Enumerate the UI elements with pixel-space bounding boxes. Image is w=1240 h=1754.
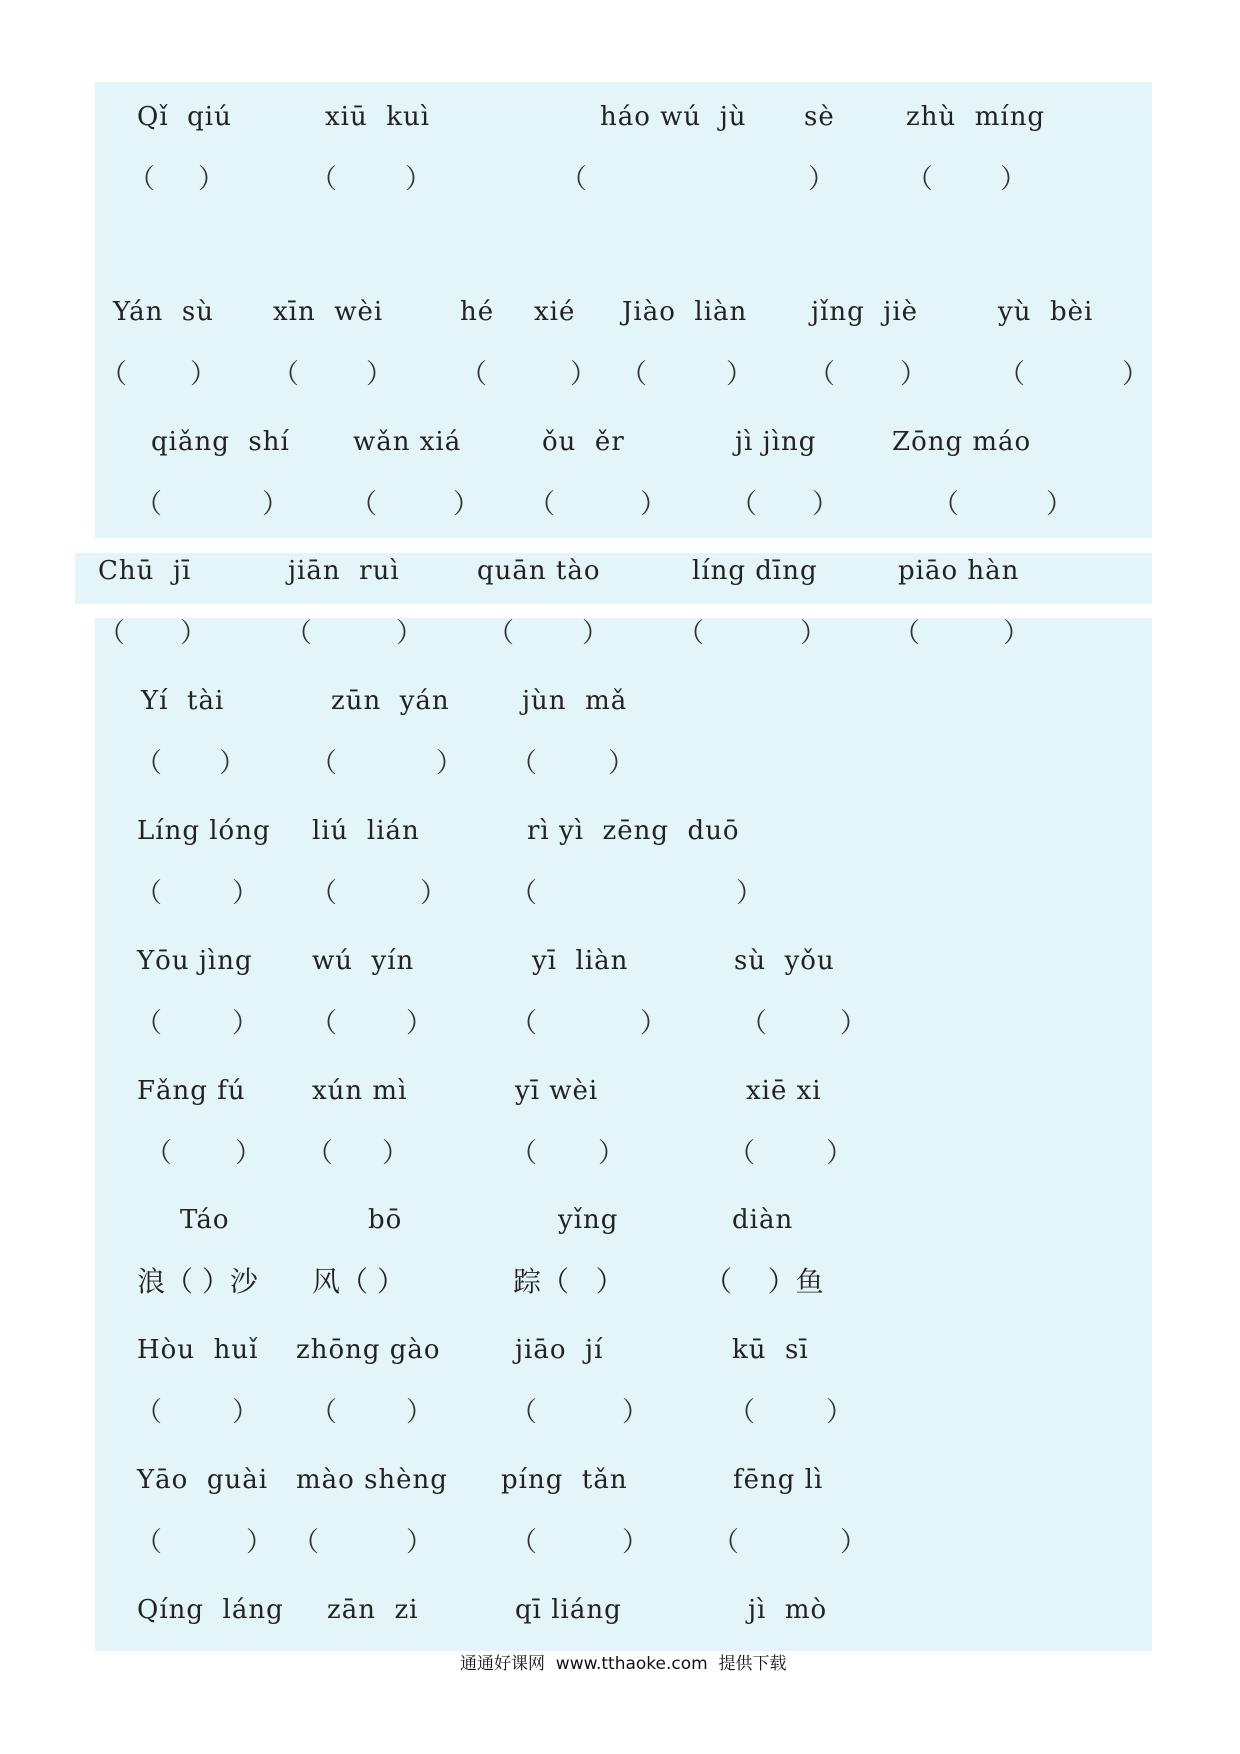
answer-blank-open: （ <box>272 359 299 390</box>
pinyin-item: piāo hàn <box>898 556 1020 586</box>
answer-blank-open: （ <box>510 1138 537 1169</box>
answer-blank-open: （ <box>677 618 704 649</box>
answer-blank-close: ） <box>180 618 207 649</box>
answer-blank-open: （ <box>100 359 127 390</box>
pinyin-item: liú lián <box>312 816 420 846</box>
answer-blank-open: （ <box>893 618 920 649</box>
answer-blank-open: （ <box>998 359 1025 390</box>
answer-blank-close: ） <box>262 489 289 520</box>
answer-blank-close: ） <box>453 489 480 520</box>
answer-blank-close: ） <box>235 1138 262 1169</box>
answer-blank-open: （ <box>135 878 162 909</box>
pinyin-item: xiū kuì <box>325 102 431 132</box>
answer-blank-close: ） <box>640 489 667 520</box>
answer-blank-close: ） <box>232 878 259 909</box>
answer-blank-open: （ <box>510 1008 537 1039</box>
answer-blank-open: （ <box>310 878 337 909</box>
pinyin-item: yǐng <box>558 1205 619 1235</box>
answer-blank-close: ） <box>570 359 597 390</box>
pinyin-item: Yōu jìng <box>137 946 253 976</box>
answer-blank-open: （ <box>310 1008 337 1039</box>
answer-blank-close: ） <box>406 1527 433 1558</box>
pinyin-item: jì jìng <box>735 427 817 457</box>
character-fill-item: （ ）鱼 <box>704 1265 824 1298</box>
pinyin-item: Jiào liàn <box>622 297 748 327</box>
answer-blank-close: ） <box>246 1527 273 1558</box>
answer-blank-close: ） <box>406 1397 433 1428</box>
pinyin-item: xié <box>534 297 576 327</box>
answer-blank-close: ） <box>366 359 393 390</box>
pinyin-item: jiān ruì <box>288 556 400 586</box>
answer-blank-open: （ <box>135 748 162 779</box>
answer-blank-close: ） <box>405 164 432 195</box>
answer-blank-open: （ <box>306 1138 333 1169</box>
character-fill-item: 浪（ ）沙 <box>137 1265 258 1298</box>
pinyin-item: wǎn xiá <box>353 427 462 457</box>
pinyin-item: kū sī <box>732 1335 809 1365</box>
pinyin-item: píng tǎn <box>501 1465 628 1495</box>
pinyin-item: Hòu huǐ <box>137 1335 259 1365</box>
pinyin-item: sù yǒu <box>734 946 835 976</box>
pinyin-item: qī liáng <box>515 1595 622 1625</box>
answer-blank-close: ） <box>406 1008 433 1039</box>
answer-blank-close: ） <box>420 878 447 909</box>
answer-blank-open: （ <box>510 748 537 779</box>
answer-blank-open: （ <box>135 1397 162 1428</box>
answer-blank-open: （ <box>730 489 757 520</box>
answer-blank-close: ） <box>622 1397 649 1428</box>
pinyin-item: Chū jī <box>98 556 192 586</box>
pinyin-item: líng dīng <box>692 556 818 586</box>
pinyin-item: yī wèi <box>515 1076 599 1106</box>
answer-blank-open: （ <box>135 489 162 520</box>
answer-blank-open: （ <box>728 1397 755 1428</box>
answer-blank-open: （ <box>712 1527 739 1558</box>
pinyin-item: xún mì <box>312 1076 408 1106</box>
character-fill-item: 风（ ） <box>312 1265 405 1298</box>
pinyin-item: rì yì zēng duō <box>527 816 740 846</box>
answer-blank-close: ） <box>608 748 635 779</box>
pinyin-item: ǒu ěr <box>542 427 625 457</box>
answer-blank-open: （ <box>145 1138 172 1169</box>
answer-blank-close: ） <box>232 1397 259 1428</box>
pinyin-item: xiē xi <box>746 1076 822 1106</box>
answer-blank-close: ） <box>1046 489 1073 520</box>
answer-blank-close: ） <box>840 1008 867 1039</box>
pinyin-item: qiǎng shí <box>151 427 290 457</box>
answer-blank-open: （ <box>310 164 337 195</box>
answer-blank-open: （ <box>740 1008 767 1039</box>
answer-blank-close: ） <box>382 1138 409 1169</box>
answer-blank-open: （ <box>906 164 933 195</box>
answer-blank-close: ） <box>826 1397 853 1428</box>
pinyin-item: zhù míng <box>906 102 1046 132</box>
pinyin-item: yī liàn <box>532 946 629 976</box>
answer-blank-close: ） <box>1000 164 1027 195</box>
pinyin-item: Yāo guài <box>137 1465 269 1495</box>
answer-blank-open: （ <box>510 1527 537 1558</box>
answer-blank-close: ） <box>840 1527 867 1558</box>
answer-blank-close: ） <box>808 164 835 195</box>
answer-blank-open: （ <box>808 359 835 390</box>
pinyin-item: xīn wèi <box>273 297 384 327</box>
pinyin-item: bō <box>368 1205 403 1235</box>
footer-source-note: 通通好课网 www.tthaoke.com 提供下载 <box>460 1654 787 1674</box>
pinyin-item: sè <box>804 102 835 132</box>
pinyin-item: Yán sù <box>113 297 215 327</box>
answer-blank-close: ） <box>826 1138 853 1169</box>
pinyin-item: jùn mǎ <box>522 686 628 716</box>
pinyin-item: Líng lóng <box>137 816 271 846</box>
answer-blank-close: ） <box>219 748 246 779</box>
answer-blank-open: （ <box>460 359 487 390</box>
answer-blank-open: （ <box>560 164 587 195</box>
answer-blank-close: ） <box>190 359 217 390</box>
answer-blank-open: （ <box>620 359 647 390</box>
answer-blank-open: （ <box>510 1397 537 1428</box>
pinyin-item: wú yín <box>312 946 415 976</box>
pinyin-item: Qǐ qiú <box>137 102 232 132</box>
answer-blank-open: （ <box>135 1008 162 1039</box>
pinyin-item: zhōng gào <box>296 1335 441 1365</box>
character-fill-item: 踪（ ） <box>513 1265 624 1298</box>
answer-blank-open: （ <box>487 618 514 649</box>
answer-blank-open: （ <box>135 1527 162 1558</box>
answer-blank-close: ） <box>812 489 839 520</box>
answer-blank-open: （ <box>350 489 377 520</box>
pinyin-item: zān zi <box>327 1595 419 1625</box>
pinyin-item: zūn yán <box>331 686 450 716</box>
answer-blank-open: （ <box>728 1138 755 1169</box>
answer-blank-close: ） <box>598 1138 625 1169</box>
answer-blank-open: （ <box>285 618 312 649</box>
pinyin-item: mào shèng <box>296 1465 448 1495</box>
answer-blank-close: ） <box>900 359 927 390</box>
pinyin-item: yù bèi <box>998 297 1094 327</box>
pinyin-item: Fǎng fú <box>137 1076 246 1106</box>
pinyin-item: Zōng máo <box>892 427 1032 457</box>
answer-blank-close: ） <box>198 164 225 195</box>
answer-blank-open: （ <box>98 618 125 649</box>
answer-blank-close: ） <box>582 618 609 649</box>
answer-blank-open: （ <box>932 489 959 520</box>
answer-blank-close: ） <box>800 618 827 649</box>
answer-blank-close: ） <box>436 748 463 779</box>
answer-blank-close: ） <box>232 1008 259 1039</box>
pinyin-item: jì mò <box>748 1595 828 1625</box>
answer-blank-open: （ <box>510 878 537 909</box>
answer-blank-close: ） <box>1122 359 1149 390</box>
answer-blank-close: ） <box>622 1527 649 1558</box>
pinyin-item: diàn <box>732 1205 794 1235</box>
pinyin-item: Qíng láng <box>137 1595 284 1625</box>
pinyin-item: hé <box>460 297 495 327</box>
answer-blank-close: ） <box>736 878 763 909</box>
pinyin-item: quān tào <box>477 556 601 586</box>
pinyin-item: háo wú jù <box>600 102 747 132</box>
answer-blank-open: （ <box>310 1397 337 1428</box>
pinyin-item: fēng lì <box>733 1465 824 1495</box>
answer-blank-close: ） <box>1003 618 1030 649</box>
pinyin-item: jǐng jiè <box>811 297 919 327</box>
answer-blank-open: （ <box>292 1527 319 1558</box>
answer-blank-open: （ <box>128 164 155 195</box>
answer-blank-open: （ <box>528 489 555 520</box>
pinyin-item: Táo <box>180 1205 230 1235</box>
pinyin-item: jiāo jí <box>515 1335 604 1365</box>
answer-blank-close: ） <box>726 359 753 390</box>
answer-blank-close: ） <box>396 618 423 649</box>
answer-blank-close: ） <box>640 1008 667 1039</box>
pinyin-item: Yí tài <box>141 686 225 716</box>
answer-blank-open: （ <box>310 748 337 779</box>
